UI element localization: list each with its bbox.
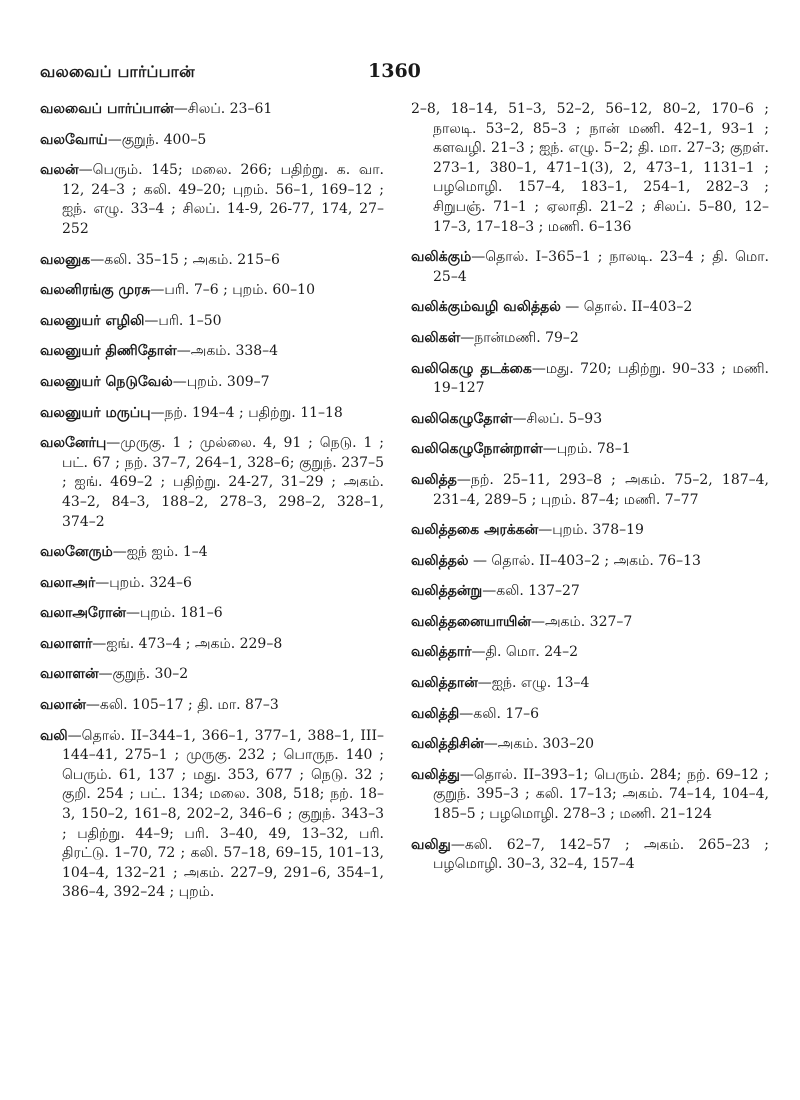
entry-references: —புறம். 324–6	[95, 574, 192, 591]
index-entry	[40, 100, 384, 120]
entry-headword: வலான்	[40, 697, 86, 714]
index-entry	[40, 312, 384, 332]
entry-references: —புறம். 181–6	[125, 605, 223, 622]
index-entry	[411, 836, 769, 875]
entry-headword: வலித்தகை அரக்கன்	[411, 522, 539, 539]
index-entry	[40, 543, 384, 563]
entry-headword: வலிகெழுநோன்றாள்	[411, 441, 543, 458]
index-entry	[40, 342, 384, 362]
entry-headword: வலாளன்	[40, 666, 99, 683]
entry-headword: வலவோய்	[40, 131, 108, 148]
index-entry	[40, 696, 384, 716]
entry-headword: வலனுயர் மருப்பு	[40, 404, 151, 421]
entry-references: —பரி. 7–6 ; புறம். 60–10	[150, 282, 315, 299]
entry-headword: வலிகள்	[411, 329, 461, 346]
index-entry	[411, 582, 769, 602]
entry-references: —கலி. 17–6	[459, 705, 540, 722]
index-entry	[40, 635, 384, 655]
entry-references: —பரி. 1–50	[144, 312, 222, 329]
index-entry	[411, 643, 769, 663]
entry-references: —கலி. 137–27	[482, 583, 580, 600]
index-entry	[40, 131, 384, 151]
index-entry	[411, 440, 769, 460]
entry-headword: வலித்தான்	[411, 675, 478, 692]
entry-headword: வலித்தன்று	[411, 583, 483, 600]
entry-headword: வலித்திசின்	[411, 736, 484, 753]
entry-references: —நான்மணி. 79–2	[460, 329, 579, 346]
entry-references: —தொல். II–393–1; பெரும். 284; நற். 69–12 ; குறுந். 395–3 ; கலி. 17–13; அகம். 74–14, 104–4, 185–5 ; பழமொழி. 278–3 ; மணி. 21–124	[433, 766, 769, 823]
entry-references: —ஐந். எழு. 13–4	[477, 675, 590, 692]
index-entry	[411, 471, 769, 510]
entry-headword: வலி	[40, 727, 68, 744]
entry-references: —நற். 194–4 ; பதிற்று. 11–18	[150, 404, 343, 421]
entry-references: —குறுந். 400–5	[107, 131, 207, 148]
entry-headword: வலிகெழுதோள்	[411, 410, 513, 427]
index-entry	[411, 674, 769, 694]
right-column	[411, 100, 769, 886]
entry-references: —பெரும். 145; மலை. 266; பதிற்று. க. வா. 12, 24–3 ; கலி. 49–20; புறம். 56–1, 169–12 ; ஐந். எழு. 33–4 ; சிலப். 14-9, 26-77, 174, 27–252	[62, 162, 384, 237]
entry-headword: வலித்து	[411, 766, 460, 783]
index-entry	[411, 613, 769, 633]
index-entry	[40, 665, 384, 685]
entry-references: —மது. 720; பதிற்று. 90–33 ; மணி. 19–127	[433, 360, 769, 397]
entry-headword: வலனேரும்	[40, 544, 113, 561]
entry-headword: வலனுயர் எழிலி	[40, 312, 145, 329]
entry-headword: வலித்தல்	[411, 552, 469, 569]
entry-references: —நற். 25–11, 293–8 ; அகம். 75–2, 187–4, 231–4, 289–5 ; புறம். 87–4; மணி. 7–77	[433, 471, 769, 508]
index-entry	[411, 521, 769, 541]
index-entry	[411, 552, 769, 572]
entry-headword: வலிக்கும்	[411, 249, 472, 266]
entry-headword: வலனுக	[40, 251, 91, 268]
entry-references: —அகம். 303–20	[483, 736, 595, 753]
index-entry	[411, 766, 769, 825]
entry-references: 2–8, 18–14, 51–3, 52–2, 56–12, 80–2, 170–6 ; நாலடி. 53–2, 85–3 ; நான் மணி. 42–1, 93–1 ; களவழி. 21–3 ; ஐந். எழு. 5–2; தி. மா. 27–3; குறள். 273–1, 380–1, 471–1(3), 2, 473–1, 1131–1 ; பழமொழி. 157–4, 183–1, 254–1, 282–3 ; சிறுபஞ். 71–1 ; ஏலாதி. 21–2 ; சிலப். 5–80, 12–17–3, 17–18–3 ; மணி. 6–136	[411, 101, 769, 235]
entry-references: —கலி. 105–17 ; தி. மா. 87–3	[85, 697, 279, 714]
index-entry	[40, 281, 384, 301]
running-head: வலவைப் பார்ப்பான்	[40, 62, 195, 81]
index-entry	[411, 735, 769, 755]
entry-headword: வலவைப் பார்ப்பான்	[40, 101, 174, 117]
index-entry	[40, 373, 384, 393]
entry-references: —குறுந். 30–2	[98, 666, 189, 683]
index-entry-continued	[411, 100, 769, 237]
entry-headword: வலாளர்	[40, 635, 93, 652]
entry-headword: வலனுயர் நெடுவேல்	[40, 373, 173, 390]
entry-headword: வலனிரங்கு முரசு	[40, 282, 151, 299]
entry-references: —புறம். 78–1	[542, 441, 631, 458]
entry-references: —கலி. 35–15 ; அகம். 215–6	[90, 251, 280, 268]
entry-headword: வலன்	[40, 162, 79, 179]
entry-references: —அகம். 327–7	[530, 613, 633, 630]
entry-headword: வலாஅரோன்	[40, 605, 126, 622]
entry-references: —தொல். I–365–1 ; நாலடி. 23–4 ; தி. மொ. 25–4	[433, 249, 769, 285]
index-entry	[40, 161, 384, 239]
entry-headword: வலிக்கும்வழி வலித்தல்	[411, 299, 561, 316]
entry-references: —ஐங். 473–4 ; அகம். 229–8	[92, 635, 283, 652]
entry-references: —சிலப். 23–61	[173, 101, 273, 117]
index-entry	[411, 248, 769, 287]
page-number: 1360	[368, 60, 421, 82]
entry-references: — தொல். II–403–2	[560, 299, 693, 316]
entry-headword: வலனுயர் திணிதோள்	[40, 343, 177, 360]
entry-headword: வலித்தார்	[411, 644, 472, 661]
entry-headword: வலாஅர்	[40, 574, 96, 591]
index-entry	[411, 410, 769, 430]
index-entry	[40, 727, 384, 903]
index-entry	[411, 298, 769, 318]
left-column	[40, 100, 384, 914]
entry-references: —அகம். 338–4	[176, 343, 279, 360]
entry-headword: வலிகெழு தடக்கை	[411, 360, 532, 377]
entry-references: —சிலப். 5–93	[512, 410, 603, 427]
entry-references: —கலி. 62–7, 142–57 ; அகம். 265–23 ; பழமொழி. 30–3, 32–4, 157–4	[433, 836, 769, 873]
entry-headword: வலித்தி	[411, 705, 460, 722]
entry-references: —ஐந் ஐம். 1–4	[112, 544, 208, 561]
index-entry	[40, 604, 384, 624]
entry-headword: வலிது	[411, 836, 451, 853]
index-entry	[40, 404, 384, 424]
entry-headword: வலித்த	[411, 471, 457, 488]
entry-references: —புறம். 378–19	[538, 522, 644, 539]
index-entry	[40, 251, 384, 271]
entry-references: —தொல். II–344–1, 366–1, 377–1, 388–1, III–144–41, 275–1 ; முருகு. 232 ; பொருந. 140 ; பெரும். 61, 137 ; மது. 353, 677 ; நெடு. 32 ; குறி. 254 ; பட். 134; மலை. 308, 518; நற். 18–3, 150–2, 161–8, 202–2, 346–6 ; குறுந். 343–3 ; பதிற்று. 44–9; பரி. 3–40, 49, 13–32, பரி. திரட்டு. 1–70, 72 ; கலி. 57–18, 69–15, 101–13, 104–4, 132–21 ; அகம். 227–9, 291–6, 354–1, 386–4, 392–24 ; புறம்.	[62, 727, 384, 901]
index-entry	[411, 360, 769, 399]
entry-references: —முருகு. 1 ; முல்லை. 4, 91 ; நெடு. 1 ; பட். 67 ; நற். 37–7, 264–1, 328–6; குறுந். 237–5 ; ஐங். 469–2 ; பதிற்று. 24-27, 31–29 ; அகம். 43–2, 84–3, 188–2, 278–3, 298–2, 328–1, 374–2	[62, 435, 384, 530]
index-entry	[40, 434, 384, 532]
index-entry	[40, 574, 384, 594]
entry-references: — தொல். II–403–2 ; அகம். 76–13	[468, 552, 701, 569]
entry-references: —புறம். 309–7	[172, 373, 270, 390]
entry-headword: வலனேர்பு	[40, 435, 107, 452]
entry-headword: வலித்தனையாயின்	[411, 613, 531, 630]
index-entry	[411, 705, 769, 725]
entry-references: —தி. மொ. 24–2	[471, 644, 579, 661]
index-entry	[411, 329, 769, 349]
